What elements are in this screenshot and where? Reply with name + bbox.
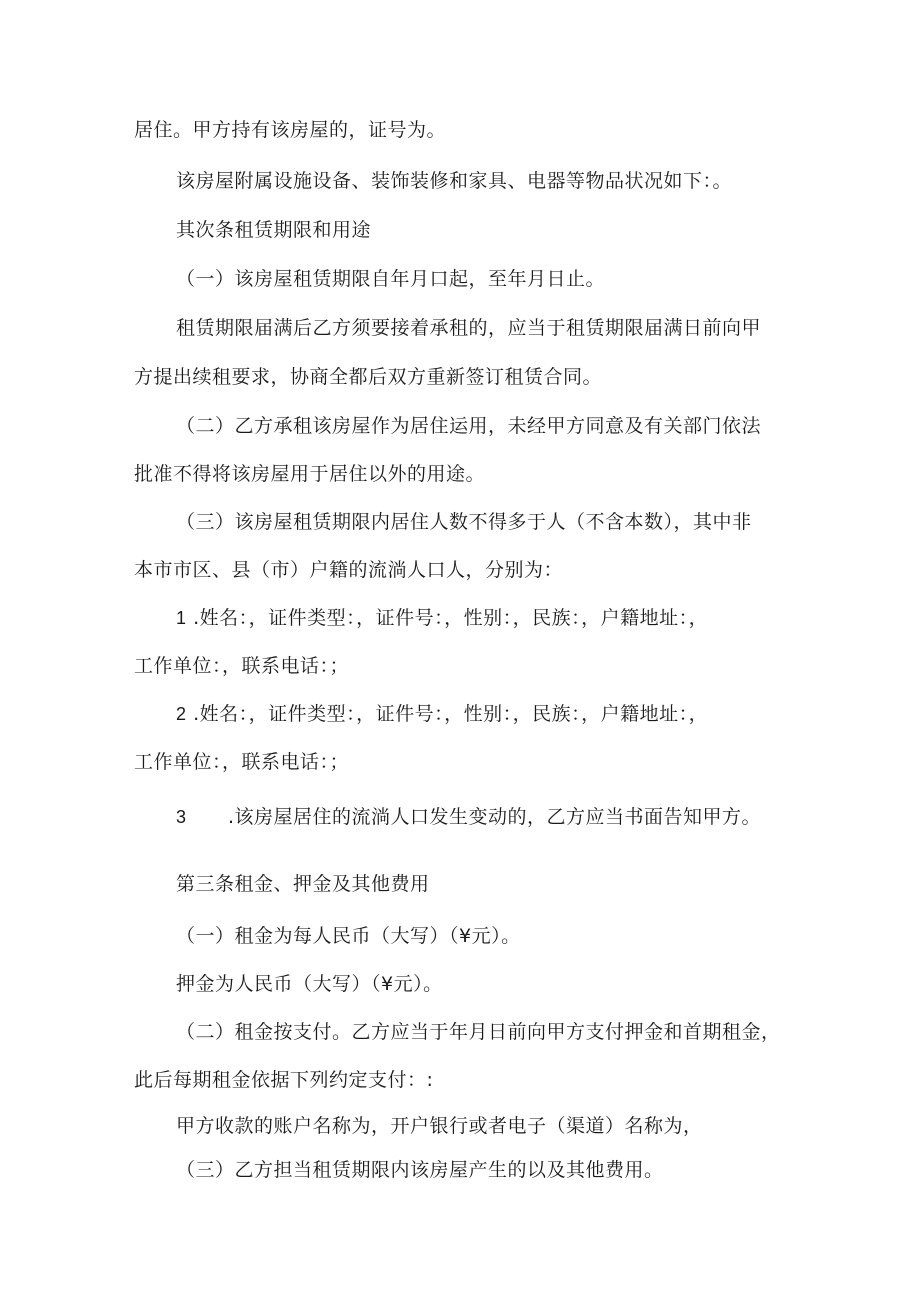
- paragraph-line: 居住。甲方持有该房屋的，证号为。: [134, 119, 447, 141]
- paragraph-line: 批准不得将该房屋用于居住以外的用途。: [134, 463, 486, 485]
- paragraph-line: （一）租金为每人民币（大写）（¥元）。: [176, 925, 521, 947]
- paragraph-line: 押金为人民币（大写）（¥元）。: [176, 973, 443, 995]
- paragraph-line: （三）乙方担当租赁期限内该房屋产生的以及其他费用。: [176, 1159, 664, 1181]
- section-heading: 第三条租金、押金及其他费用: [176, 873, 430, 895]
- paragraph-line: 工作单位：，联系电话：；: [134, 751, 350, 773]
- paragraph-line: 租赁期限届满后乙方须要接着承租的，应当于租赁期限届满日前向甲: [176, 317, 762, 339]
- paragraph-line: 此后每期租金依据下列约定支付：:: [134, 1069, 434, 1091]
- paragraph-line: （二）乙方承租该房屋作为居住运用，未经甲方同意及有关部门依法: [176, 415, 762, 437]
- paragraph-line: 方提出续租要求，协商全都后双方重新签订租赁合同。: [134, 366, 603, 388]
- list-item: [176, 606, 708, 630]
- list-number: 2: [176, 704, 187, 724]
- paragraph-line: （三）该房屋租赁期限内居住人数不得多于人（不含本数），其中非: [176, 511, 752, 533]
- paragraph-line: 该房屋附属设施设备、装饰装修和家具、电器等物品状况如下：。: [176, 170, 733, 192]
- list-item: [176, 805, 761, 829]
- list-number: 3: [176, 807, 187, 827]
- paragraph-line: 本市市区、县（市）户籍的流淌人口人，分别为：: [134, 559, 564, 581]
- paragraph-line: 甲方收款的账户名称为，开户银行或者电子（渠道）名称为，: [176, 1115, 703, 1137]
- paragraph-line: （一）该房屋租赁期限自年月口起，至年月日止。: [176, 268, 606, 290]
- list-item-text: .该房屋居住的流淌人口发生变动的，乙方应当书面告知甲方。: [228, 806, 762, 828]
- list-item-text: .姓名：，证件类型：，证件号：，性别：，民族：，户籍地址：，: [193, 607, 709, 629]
- paragraph-line: （二）租金按支付。乙方应当于年月日前向甲方支付押金和首期租金，: [176, 1021, 781, 1043]
- list-number: 1: [176, 608, 187, 628]
- list-item-text: .姓名：，证件类型：，证件号：，性别：，民族：，户籍地址：，: [193, 703, 709, 725]
- section-heading: 其次条租赁期限和用途: [176, 219, 372, 241]
- paragraph-line: 工作单位：，联系电话：；: [134, 655, 350, 677]
- list-item: [176, 702, 708, 726]
